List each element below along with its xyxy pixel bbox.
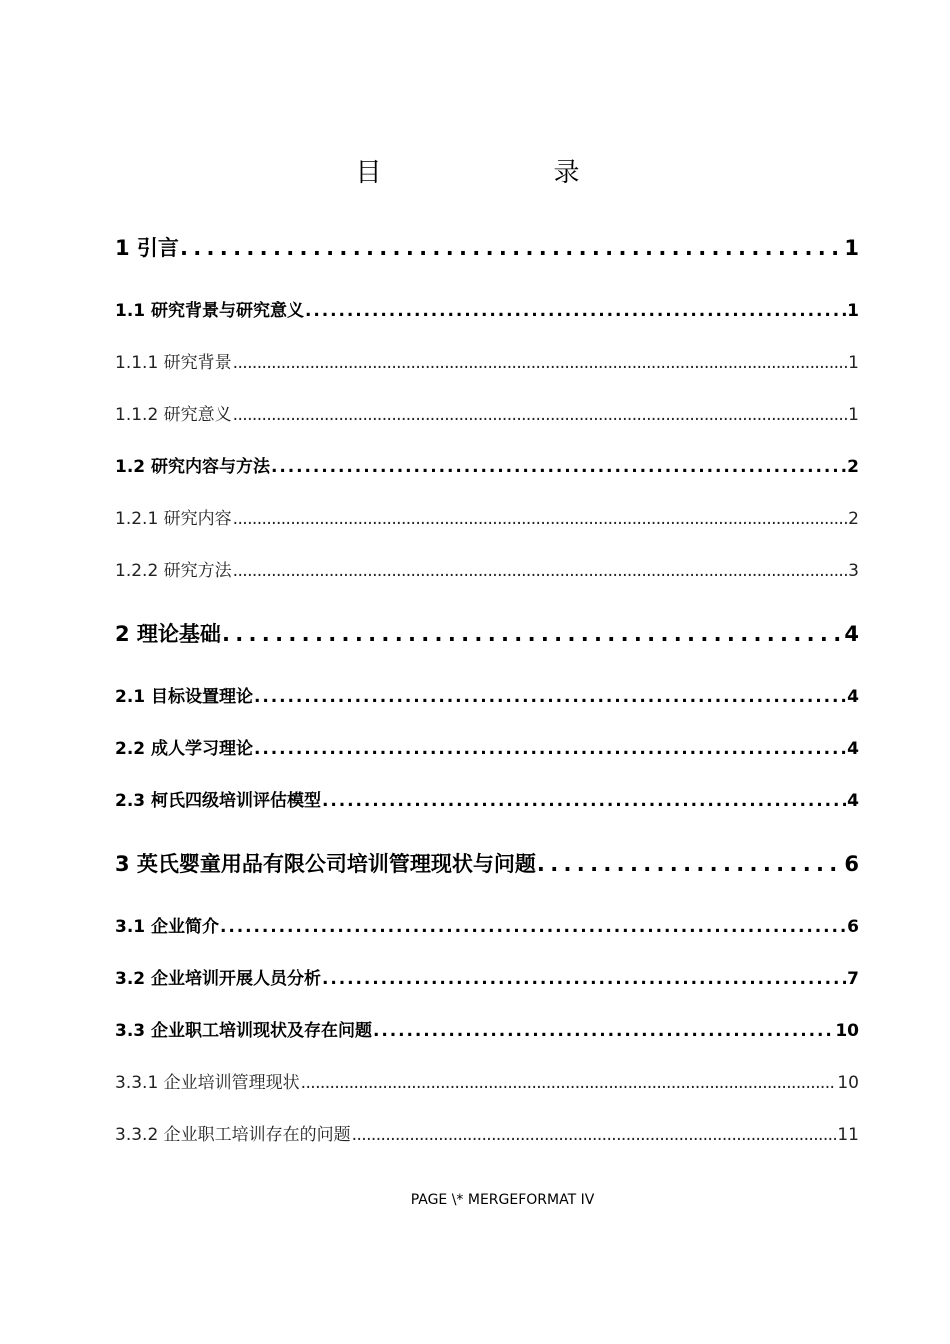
toc-entry-page: 11 xyxy=(837,1125,859,1145)
toc-entry-label: 3.3 企业职工培训现状及存在问题 xyxy=(115,1021,373,1041)
toc-entry-label: 1.1 研究背景与研究意义 xyxy=(115,301,305,321)
toc-entry-page: 1 xyxy=(844,236,859,260)
toc-entry-page: 4 xyxy=(847,791,859,811)
toc-entry-page: 10 xyxy=(837,1073,859,1093)
toc-entry[interactable] xyxy=(115,611,859,657)
toc-entry[interactable] xyxy=(115,1057,859,1109)
toc-entry[interactable] xyxy=(115,723,859,775)
toc-entry-label: 1.2.1 研究内容 xyxy=(115,509,232,529)
toc-dot-leader xyxy=(254,671,846,723)
toc-entry[interactable] xyxy=(115,337,859,389)
toc-dot-leader xyxy=(220,901,846,953)
toc-entry[interactable] xyxy=(115,1109,859,1161)
toc-entry[interactable] xyxy=(115,775,859,827)
toc-entry-label: 1 引言 xyxy=(115,236,179,260)
toc-entry-page: 4 xyxy=(847,739,859,759)
toc-entry-page: 1 xyxy=(848,405,859,425)
toc-entry-label: 1.2.2 研究方法 xyxy=(115,561,232,581)
toc-entry-page: 3 xyxy=(848,561,859,581)
toc-entry-page: 1 xyxy=(847,301,859,321)
toc-dot-leader xyxy=(222,611,843,657)
toc-entry-page: 7 xyxy=(847,969,859,989)
toc-entry-label: 1.1.2 研究意义 xyxy=(115,405,232,425)
toc-entry-page: 6 xyxy=(844,852,859,876)
toc-entry-label: 3.3.1 企业培训管理现状 xyxy=(115,1073,300,1093)
toc-entry-label: 2 理论基础 xyxy=(115,622,221,646)
toc-dot-leader xyxy=(322,953,846,1005)
toc-dot-leader xyxy=(537,841,843,887)
toc-dot-leader xyxy=(305,285,846,337)
toc-entry-label: 2.3 柯氏四级培训评估模型 xyxy=(115,791,322,811)
toc-entry-label: 3.3.2 企业职工培训存在的问题 xyxy=(115,1125,351,1145)
toc-entry[interactable] xyxy=(115,389,859,441)
toc-entry-page: 4 xyxy=(847,687,859,707)
toc-entry[interactable] xyxy=(115,285,859,337)
toc-entry[interactable] xyxy=(115,841,859,887)
toc-dot-leader xyxy=(373,1005,834,1057)
toc-entry[interactable] xyxy=(115,225,859,271)
toc-entry[interactable] xyxy=(115,671,859,723)
toc-entry[interactable] xyxy=(115,441,859,493)
toc-dot-leader xyxy=(322,775,846,827)
toc-entry[interactable] xyxy=(115,901,859,953)
toc-dot-leader xyxy=(301,1057,837,1109)
toc-entry-label: 1.1.1 研究背景 xyxy=(115,353,232,373)
toc-entry-page: 10 xyxy=(835,1021,859,1041)
toc-dot-leader xyxy=(233,337,848,389)
toc-entry-label: 2.1 目标设置理论 xyxy=(115,687,254,707)
toc-dot-leader xyxy=(180,225,843,271)
toc-title: 目 录 xyxy=(355,158,620,188)
toc-dot-leader xyxy=(233,545,848,597)
toc-dot-leader xyxy=(271,441,846,493)
toc-entry-label: 2.2 成人学习理论 xyxy=(115,739,254,759)
toc-entry-page: 6 xyxy=(847,917,859,937)
toc-entry[interactable] xyxy=(115,545,859,597)
toc-dot-leader xyxy=(233,493,848,545)
toc-entry-label: 3 英氏婴童用品有限公司培训管理现状与问题 xyxy=(115,852,536,876)
toc-dot-leader xyxy=(254,723,846,775)
toc-entry-page: 2 xyxy=(848,509,859,529)
toc-entry-page: 2 xyxy=(847,457,859,477)
toc-dot-leader xyxy=(352,1109,837,1161)
toc-entry-label: 3.2 企业培训开展人员分析 xyxy=(115,969,322,989)
toc-entry[interactable] xyxy=(115,493,859,545)
toc-entry-label: 3.1 企业简介 xyxy=(115,917,220,937)
toc-entry[interactable] xyxy=(115,1005,859,1057)
toc-list xyxy=(115,225,859,1161)
page-footer-field: PAGE \* MERGEFORMAT IV xyxy=(410,1192,595,1208)
toc-entry-label: 1.2 研究内容与方法 xyxy=(115,457,271,477)
toc-dot-leader xyxy=(233,389,848,441)
toc-entry[interactable] xyxy=(115,953,859,1005)
toc-entry-page: 1 xyxy=(848,353,859,373)
toc-entry-page: 4 xyxy=(844,622,859,646)
